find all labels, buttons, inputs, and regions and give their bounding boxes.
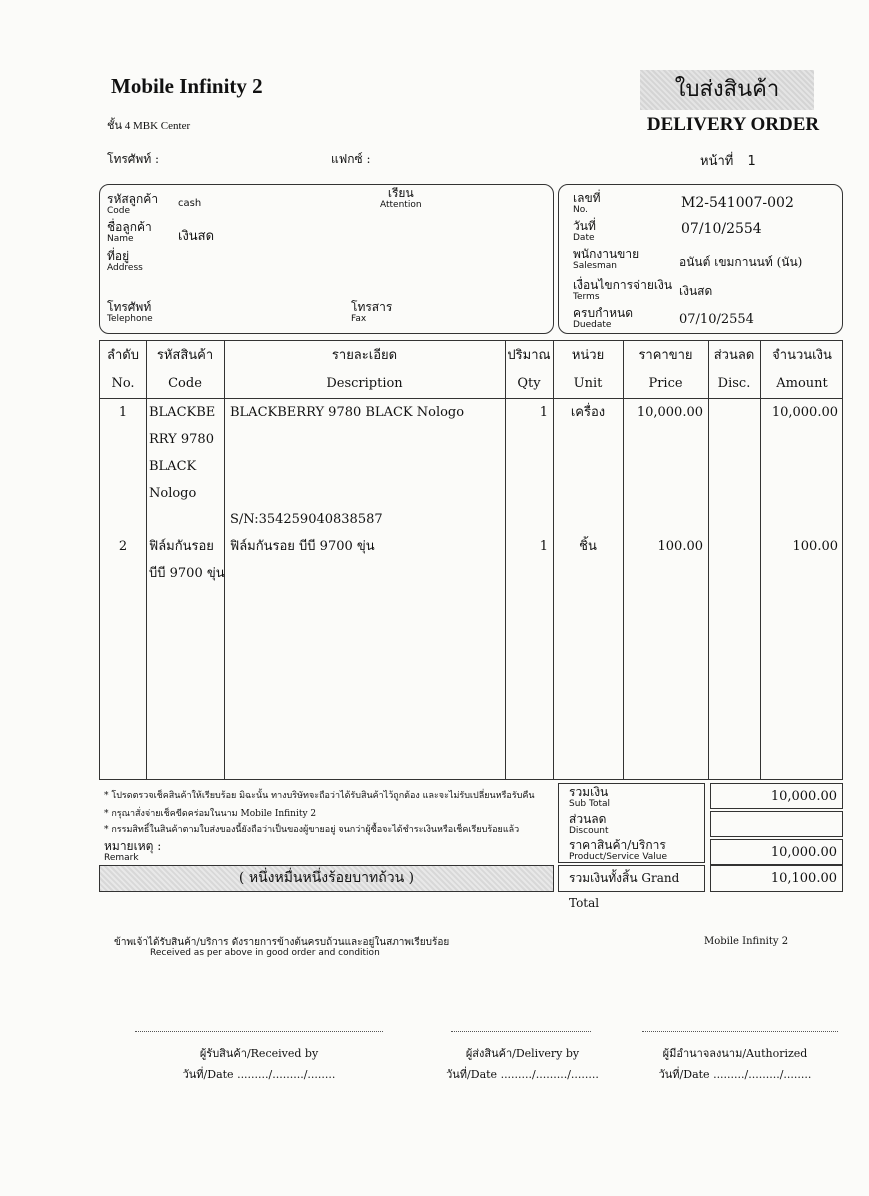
row1-code-line: RRY 9780 bbox=[149, 432, 214, 447]
duedate-label-th: ครบกำหนด bbox=[573, 306, 633, 320]
col-header-amount-th: จำนวนเงิน bbox=[772, 348, 832, 363]
row2-description: ฟิล์มกันรอย บีบี 9700 ขุ่น bbox=[230, 539, 375, 554]
attention-label-en: Attention bbox=[380, 200, 422, 210]
col-header-qty bbox=[505, 349, 553, 391]
row1-code bbox=[149, 399, 215, 507]
phone-label: โทรศัพท์ : bbox=[107, 152, 160, 166]
col-header-price bbox=[623, 349, 708, 391]
signature-line-delivery bbox=[451, 1031, 591, 1032]
col-header-description-th: รายละเอียด bbox=[331, 348, 398, 363]
duedate-label-en: Duedate bbox=[573, 320, 612, 330]
company-address: ชั้น 4 MBK Center bbox=[107, 120, 191, 132]
telephone-label bbox=[107, 301, 153, 324]
col-header-disc bbox=[708, 349, 760, 391]
row1-amount: 10,000.00 bbox=[771, 405, 838, 420]
row1-no: 1 bbox=[118, 405, 128, 420]
product-value-label-th: ราคาสินค้า/บริการ bbox=[569, 838, 666, 852]
subtotal-label-en: Sub Total bbox=[569, 799, 611, 809]
signature-line-authorized bbox=[642, 1031, 838, 1032]
col-header-disc-en: Disc. bbox=[717, 376, 751, 391]
telephone-label-th: โทรศัพท์ bbox=[107, 300, 152, 314]
row1-qty: 1 bbox=[539, 405, 548, 420]
col-header-amount-en: Amount bbox=[776, 376, 828, 391]
note-1: * โปรดตรวจเช็คสินค้าให้เรียบร้อย มิฉะนั้น ทางบริษัทจะถือว่าได้รับสินค้าไว้ถูกต้อง และจะไม่รับเปลี่ยนหรือรับคืน bbox=[104, 791, 535, 801]
doc-title-th: ใบส่งสินค้า bbox=[640, 70, 814, 110]
receipt-statement-en: Received as per above in good order and condition bbox=[150, 948, 380, 958]
totals-labels-box bbox=[558, 783, 705, 863]
fax-field-label bbox=[351, 301, 392, 324]
date-label-en: Date bbox=[573, 233, 595, 243]
row1-code-line: BLACKBE bbox=[149, 405, 216, 420]
signature-label-authorized: ผู้มีอำนาจลงนาม/Authorized bbox=[662, 1047, 808, 1060]
name-label-en: Name bbox=[107, 234, 134, 244]
row1-code-line: Nologo bbox=[149, 486, 197, 501]
col-header-disc-th: ส่วนลด bbox=[713, 348, 755, 363]
customer-info-box bbox=[99, 184, 554, 334]
page-label: หน้าที่ bbox=[700, 154, 734, 169]
product-value-label-en: Product/Service Value bbox=[569, 852, 668, 862]
row1-unit: เครื่อง bbox=[570, 405, 606, 420]
col-header-code-th: รหัสสินค้า bbox=[156, 348, 214, 363]
duedate-label bbox=[573, 307, 633, 330]
terms-label-th: เงื่อนไขการจ่ายเงิน bbox=[573, 278, 673, 292]
address-label bbox=[107, 250, 143, 273]
row2-no: 2 bbox=[118, 539, 128, 554]
discount-label-th: ส่วนลด bbox=[569, 812, 607, 826]
code-label-th: รหัสลูกค้า bbox=[107, 192, 159, 206]
col-header-no-th: ลำดับ bbox=[107, 348, 139, 363]
col-header-code-en: Code bbox=[168, 376, 202, 391]
subtotal-label bbox=[569, 786, 610, 809]
attention-label bbox=[380, 187, 422, 210]
fax-label: แฟกซ์ : bbox=[331, 152, 371, 166]
col-header-amount bbox=[760, 349, 844, 391]
row2-code-line: ฟิล์มกันรอย bbox=[149, 539, 214, 554]
row2-amount: 100.00 bbox=[792, 539, 838, 554]
signature-label-delivery: ผู้ส่งสินค้า/Delivery by bbox=[465, 1047, 580, 1060]
doc-no-label-en: No. bbox=[573, 205, 588, 215]
date-label-th: วันที่ bbox=[573, 219, 596, 233]
terms-label bbox=[573, 279, 672, 302]
salesman-value: อนันต์ เขมกานนท์ (นัน) bbox=[679, 255, 803, 269]
col-header-unit-th: หน่วย bbox=[571, 348, 605, 363]
signature-line-received bbox=[135, 1031, 383, 1032]
row1-description: BLACKBERRY 9780 BLACK Nologo bbox=[230, 405, 465, 420]
row2-code bbox=[149, 533, 225, 587]
remark-label-en: Remark bbox=[104, 853, 139, 863]
col-header-code bbox=[146, 349, 224, 391]
document-info-box bbox=[558, 184, 843, 334]
row2-code-line: บีบี 9700 ขุ่น bbox=[149, 566, 225, 581]
discount-label-en: Discount bbox=[569, 826, 609, 836]
remark-label-th: หมายเหตุ : bbox=[104, 839, 162, 853]
salesman-label bbox=[573, 248, 639, 271]
name-label-th: ชื่อลูกค้า bbox=[107, 220, 152, 234]
row1-price: 10,000.00 bbox=[636, 405, 703, 420]
doc-title-en: DELIVERY ORDER bbox=[646, 114, 820, 135]
doc-no-value: M2-541007-002 bbox=[681, 195, 794, 211]
signature-date-authorized: วันที่/Date ........./........./........ bbox=[658, 1068, 812, 1081]
receipt-statement-th: ข้าพเจ้าได้รับสินค้า/บริการ ดังรายการข้างต้นครบถ้วนและอยู่ในสภาพเรียบร้อย bbox=[114, 937, 450, 948]
duedate-value: 07/10/2554 bbox=[679, 312, 754, 327]
amount-in-words: ( หนึ่งหมื่นหนึ่งร้อยบาทถ้วน ) bbox=[99, 865, 554, 892]
subtotal-value: 10,000.00 bbox=[710, 783, 843, 809]
page-number: 1 bbox=[747, 154, 756, 169]
discount-label bbox=[569, 813, 609, 836]
col-header-no bbox=[100, 349, 146, 391]
date-label bbox=[573, 220, 596, 243]
row1-serial: S/N:354259040838587 bbox=[230, 512, 383, 527]
row2-price: 100.00 bbox=[657, 539, 703, 554]
receipt-company: Mobile Infinity 2 bbox=[704, 936, 789, 947]
col-header-unit-en: Unit bbox=[573, 376, 603, 391]
items-table bbox=[99, 340, 843, 780]
product-value-label bbox=[569, 839, 667, 862]
col-header-qty-th: ปริมาณ bbox=[507, 348, 551, 363]
row2-unit: ชิ้น bbox=[579, 539, 597, 554]
salesman-label-en: Salesman bbox=[573, 261, 617, 271]
telephone-label-en: Telephone bbox=[107, 314, 153, 324]
name-label bbox=[107, 221, 152, 244]
terms-label-en: Terms bbox=[573, 292, 600, 302]
signature-date-delivery: วันที่/Date ........./........./........ bbox=[446, 1068, 599, 1081]
date-value: 07/10/2554 bbox=[681, 221, 762, 237]
attention-label-th: เรียน bbox=[387, 186, 414, 200]
note-2: * กรุณาสั่งจ่ายเช็คขีดคร่อมในนาม Mobile Infinity 2 bbox=[104, 809, 317, 819]
discount-value bbox=[710, 811, 843, 837]
signature-label-received: ผู้รับสินค้า/Received by bbox=[199, 1047, 319, 1060]
col-header-price-en: Price bbox=[648, 376, 683, 391]
terms-value: เงินสด bbox=[679, 284, 713, 298]
code-label bbox=[107, 193, 158, 216]
customer-name-value: เงินสด bbox=[178, 229, 215, 244]
code-label-en: Code bbox=[107, 206, 131, 216]
remark-label bbox=[104, 840, 161, 863]
col-header-qty-en: Qty bbox=[517, 376, 541, 391]
col-header-description bbox=[224, 349, 505, 391]
product-value: 10,000.00 bbox=[710, 839, 843, 865]
col-header-description-en: Description bbox=[326, 376, 403, 391]
row1-code-line: BLACK bbox=[149, 459, 197, 474]
col-header-price-th: ราคาขาย bbox=[638, 348, 693, 363]
row2-qty: 1 bbox=[539, 539, 548, 554]
customer-code-value: cash bbox=[178, 198, 202, 209]
fax-field-label-th: โทรสาร bbox=[351, 300, 393, 314]
doc-no-label bbox=[573, 192, 601, 215]
note-3: * กรรมสิทธิ์ในสินค้าตามใบส่งของนี้ยังถือว่าเป็นของผู้ขายอยู่ จนกว่าผู้ซื้อจะได้ชำระเงินหรือเช็คเรียบร้อยแล้ว bbox=[104, 825, 520, 835]
page-indicator bbox=[700, 150, 756, 171]
col-header-unit bbox=[553, 349, 623, 391]
grand-total-label: รวมเงินทั้งสิ้น Grand Total bbox=[558, 865, 705, 892]
doc-no-label-th: เลขที่ bbox=[573, 191, 601, 205]
signature-date-received: วันที่/Date ........./........./........ bbox=[182, 1068, 336, 1081]
salesman-label-th: พนักงานขาย bbox=[573, 247, 640, 261]
fax-field-label-en: Fax bbox=[351, 314, 367, 324]
address-label-en: Address bbox=[107, 263, 143, 273]
subtotal-label-th: รวมเงิน bbox=[569, 785, 609, 799]
company-name: Mobile Infinity 2 bbox=[111, 74, 263, 98]
col-header-no-en: No. bbox=[111, 376, 135, 391]
address-label-th: ที่อยู่ bbox=[107, 249, 130, 263]
grand-total-value: 10,100.00 bbox=[710, 865, 843, 892]
